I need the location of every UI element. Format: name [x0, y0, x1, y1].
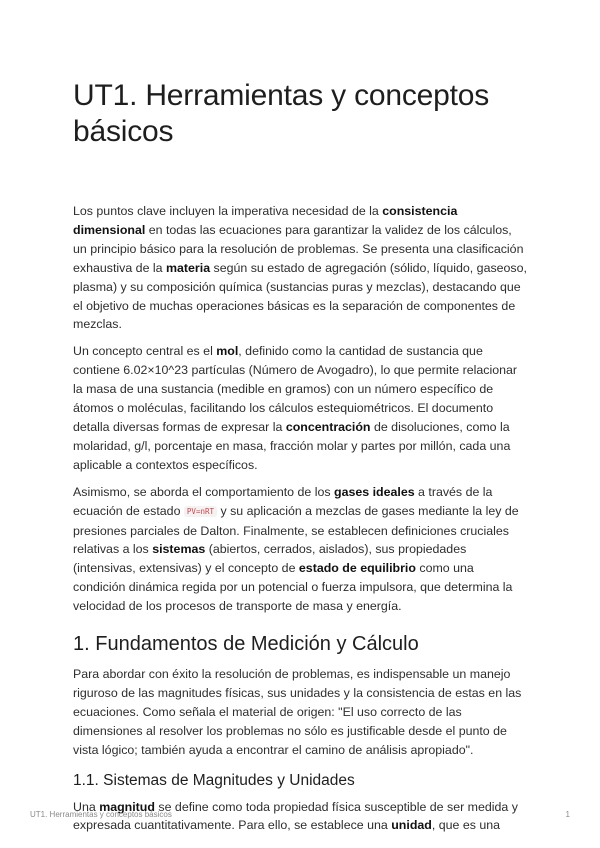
- bold-term: gases ideales: [334, 484, 415, 499]
- bold-term: magnitud: [99, 799, 155, 814]
- bold-term: estado de equilibrio: [298, 561, 416, 576]
- text-run: (abiertos, cerrados, aislados), sus propiedades (intensivas, extensivas) y el concepto de: [73, 542, 467, 576]
- text-run: según su estado de agregación (sólido, líquido, gaseoso, plasma) y su composición química (sustancias puras y mezclas), destacando que el objetivo de muchas operaciones básicas es la separación de componentes de mezclas.: [73, 260, 527, 332]
- section-heading: 1. Fundamentos de Medición y Cálculo: [73, 633, 419, 656]
- text-run: como una condición dinámica regida por un potencial o fuerza impulsora, que determina la velocidad de los procesos de transporte de masa y energía.: [73, 561, 513, 614]
- text-run: Un concepto central es el: [73, 344, 217, 359]
- text-run: a través de la ecuación de estado: [73, 484, 493, 518]
- section-paragraph: Para abordar con éxito la resolución de problemas, es indispensable un manejo riguroso de las magnitudes físicas, sus unidades y la consistencia de estas en las ecuaciones. Como señala el material de origen: "El uso correcto de las dimensiones al resolver los problemas no sólo es justificable desde el punto de vista lógico; también ayuda a encontrar el camino de análisis apropiado".: [73, 667, 522, 757]
- text-run: Asimismo, se aborda el comportamiento de los: [73, 484, 335, 499]
- text-run: Los puntos clave incluyen la imperativa necesidad de la: [73, 204, 383, 218]
- inline-code: PV=nRT: [184, 506, 217, 517]
- text-run: y su aplicación a mezclas de gases mediante la ley de presiones parciales de Dalton. Finalmente, se establecen definiciones cruciales relativas a los: [73, 503, 519, 557]
- text-run: , que es una: [431, 818, 501, 833]
- bold-term: mol: [216, 344, 239, 359]
- page-number: 1: [565, 810, 570, 819]
- bold-term: consistencia dimensional: [73, 204, 458, 237]
- bold-term: materia: [166, 260, 211, 275]
- bold-term: unidad: [391, 818, 432, 833]
- intro-paragraph-1: [73, 202, 528, 334]
- text-run: se define como toda propiedad física susceptible de ser medida y expresada cuantitativamente. Para ello, se establece una: [73, 799, 518, 833]
- document-page: [73, 78, 528, 835]
- intro-paragraph-3: [73, 483, 528, 616]
- text-run: Una: [73, 799, 100, 814]
- subsection-heading: 1.1. Sistemas de Magnitudes y Unidades: [73, 771, 355, 789]
- footer-title: UT1. Herramientas y conceptos básicos: [30, 810, 172, 819]
- text-run: de disoluciones, como la molaridad, g/l, porcentaje en masa, fracción molar y partes por millón, cada una aplicable a contextos específicos.: [73, 419, 511, 472]
- text-run: , definido como la cantidad de sustancia que contiene 6.02×10^23 partículas (Número de Avogadro), lo que permite relacionar la masa de una sustancia (medible en gramos) con un número específico de átomos o moléculas, facilitando los cálculos estequiométricos. El documento detalla diversas formas de expresar la: [73, 344, 517, 434]
- bold-term: sistemas: [152, 542, 206, 557]
- bold-term: concentración: [285, 419, 371, 434]
- page-title: UT1. Herramientas y conceptos básicos: [73, 79, 490, 148]
- text-run: en todas las ecuaciones para garantizar la validez de los cálculos, un principio básico para la resolución de problemas. Se presenta una clasificación exhaustiva de la: [73, 222, 524, 275]
- page-footer: [30, 810, 570, 819]
- intro-paragraph-2: [73, 342, 528, 474]
